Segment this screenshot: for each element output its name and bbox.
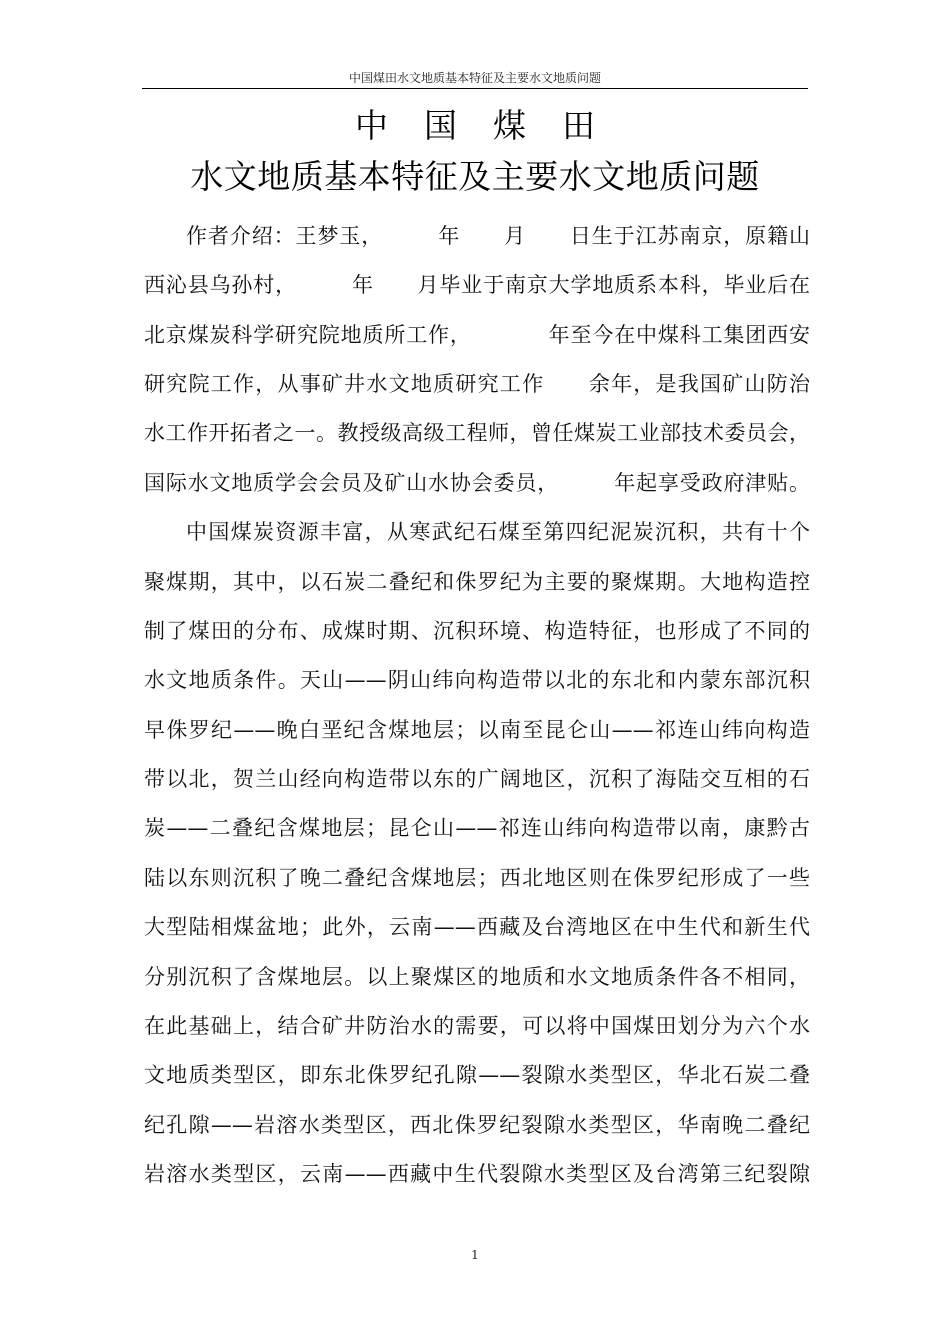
body-line: 研究院工作，从事矿井水文地质研究工作 余年，是我国矿山防治 xyxy=(144,372,810,396)
body-line: 在此基础上，结合矿井防治水的需要，可以将中国煤田划分为六个水 xyxy=(144,1014,810,1038)
body-line: 北京煤炭科学研究院地质所工作， 年至今在中煤科工集团西安 xyxy=(144,323,810,347)
title-line-2: 水文地质基本特征及主要水文地质问题 xyxy=(190,157,760,196)
body-line: 早侏罗纪——晚白垩纪含煤地层；以南至昆仑山——祁连山纬向构造 xyxy=(144,718,810,742)
body-line: 纪孔隙——岩溶水类型区，西北侏罗纪裂隙水类型区，华南晚二叠纪 xyxy=(144,1113,810,1137)
body-line: 水文地质条件。天山——阴山纬向构造带以北的东北和内蒙东部沉积 xyxy=(144,668,810,692)
title-line-1: 中国煤田 xyxy=(355,106,631,145)
body-line: 陆以东则沉积了晚二叠纪含煤地层；西北地区则在侏罗纪形成了一些 xyxy=(144,866,810,890)
body-line: 作者介绍：王梦玉， 年 月 日生于江苏南京，原籍山 xyxy=(186,224,810,248)
running-header: 中国煤田水文地质基本特征及主要水文地质问题 xyxy=(348,71,601,85)
body-line: 分别沉积了含煤地层。以上聚煤区的地质和水文地质条件各不相同， xyxy=(144,965,810,989)
body-line: 国际水文地质学会会员及矿山水协会委员， 年起享受政府津贴。 xyxy=(144,471,810,495)
body-line: 西沁县乌孙村， 年 月毕业于南京大学地质系本科，毕业后在 xyxy=(144,273,810,297)
body-line: 大型陆相煤盆地；此外，云南——西藏及台湾地区在中生代和新生代 xyxy=(144,915,810,939)
body-line: 带以北，贺兰山经向构造带以东的广阔地区，沉积了海陆交互相的石 xyxy=(144,767,810,791)
body-line: 制了煤田的分布、成煤时期、沉积环境、构造特征，也形成了不同的 xyxy=(144,619,810,643)
page-number: 1 xyxy=(471,1248,479,1262)
body-line: 文地质类型区，即东北侏罗纪孔隙——裂隙水类型区，华北石炭二叠 xyxy=(144,1063,810,1087)
body-line: 水工作开拓者之一。教授级高级工程师，曾任煤炭工业部技术委员会， xyxy=(144,421,810,445)
header-rule xyxy=(142,88,808,89)
body-line: 聚煤期，其中，以石炭二叠纪和侏罗纪为主要的聚煤期。大地构造控 xyxy=(144,570,810,594)
body-line: 岩溶水类型区，云南——西藏中生代裂隙水类型区及台湾第三纪裂隙 xyxy=(144,1162,810,1186)
body-line: 中国煤炭资源丰富，从寒武纪石煤至第四纪泥炭沉积，共有十个 xyxy=(186,520,810,544)
body-line: 炭——二叠纪含煤地层；昆仑山——祁连山纬向构造带以南，康黔古 xyxy=(144,816,810,840)
